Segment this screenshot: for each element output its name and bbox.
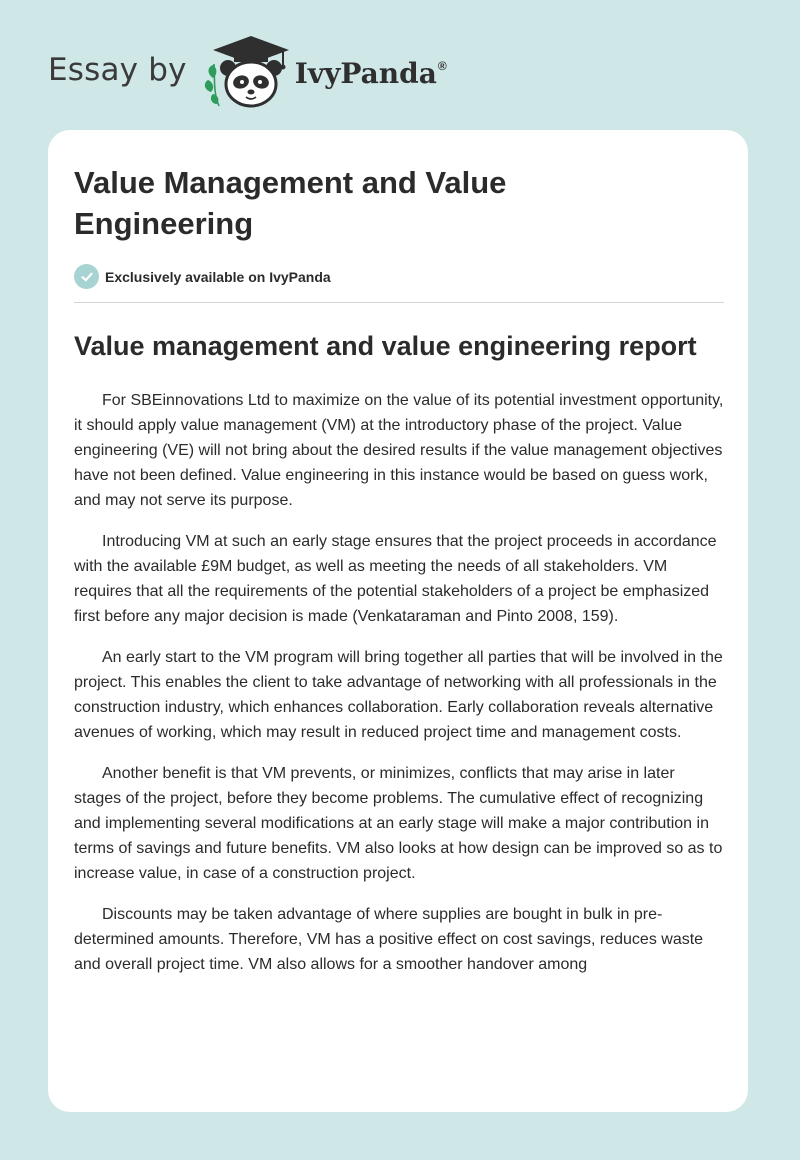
paragraph-4: Another benefit is that VM prevents, or minimizes, conflicts that may arise in later stages of the project, before they become problems. The cumulative effect of recognizing and implementing several modifications at an early stage will make a major contribution in terms of savings and future benefits. VM also looks at how design can be improved so as to increase value, in case of a construction project. <box>74 765 723 882</box>
essay-content <box>74 162 724 977</box>
check-icon <box>74 264 99 289</box>
paragraph-5: Discounts may be taken advantage of where supplies are bought in bulk in pre-determined amounts. Therefore, VM has a positive effect on cost savings, reduces waste and overall project time. VM also allows for a smoother handover among <box>74 906 704 973</box>
essay-by-label: Essay by <box>48 52 187 88</box>
paragraph-2: Introducing VM at such an early stage ensures that the project proceeds in accordance with the available £9M budget, as well as meeting the needs of all stakeholders. VM requires that all the requirements of the potential stakeholders of a project be emphasized first before any major decision is made (Venkataraman and Pinto 2008, 159). <box>74 533 717 625</box>
registered-mark: ® <box>437 58 447 73</box>
exclusive-label: Exclusively available on IvyPanda <box>105 268 331 285</box>
panda-logo-icon <box>201 34 293 110</box>
brand-name-text: IvyPanda <box>294 56 437 90</box>
paragraph-1: For SBEinnovations Ltd to maximize on the value of its potential investment opportunity, it should apply value management (VM) at the introductory phase of the project. Value engineering (VE) will not bring about the desired results if the value management objectives have not been defined. Value engineering in this instance would be based on guess work, and may not serve its purpose. <box>74 392 724 509</box>
ivypanda-logo-link[interactable] <box>201 34 447 110</box>
exclusive-badge <box>74 264 724 289</box>
essay-title: Value Management and Value Engineering <box>74 165 507 241</box>
brand-name <box>295 57 447 90</box>
paragraph-3: An early start to the VM program will bring together all parties that will be involved in the project. This enables the client to take advantage of networking with all professionals in the construction industry, which enhances collaboration. Early collaboration reveals alternative avenues of working, which may result in reduced project time and management costs. <box>74 649 723 741</box>
essay-card <box>48 130 748 1112</box>
section-heading: Value management and value engineering report <box>74 331 697 361</box>
divider <box>74 302 724 303</box>
site-header <box>48 34 447 110</box>
